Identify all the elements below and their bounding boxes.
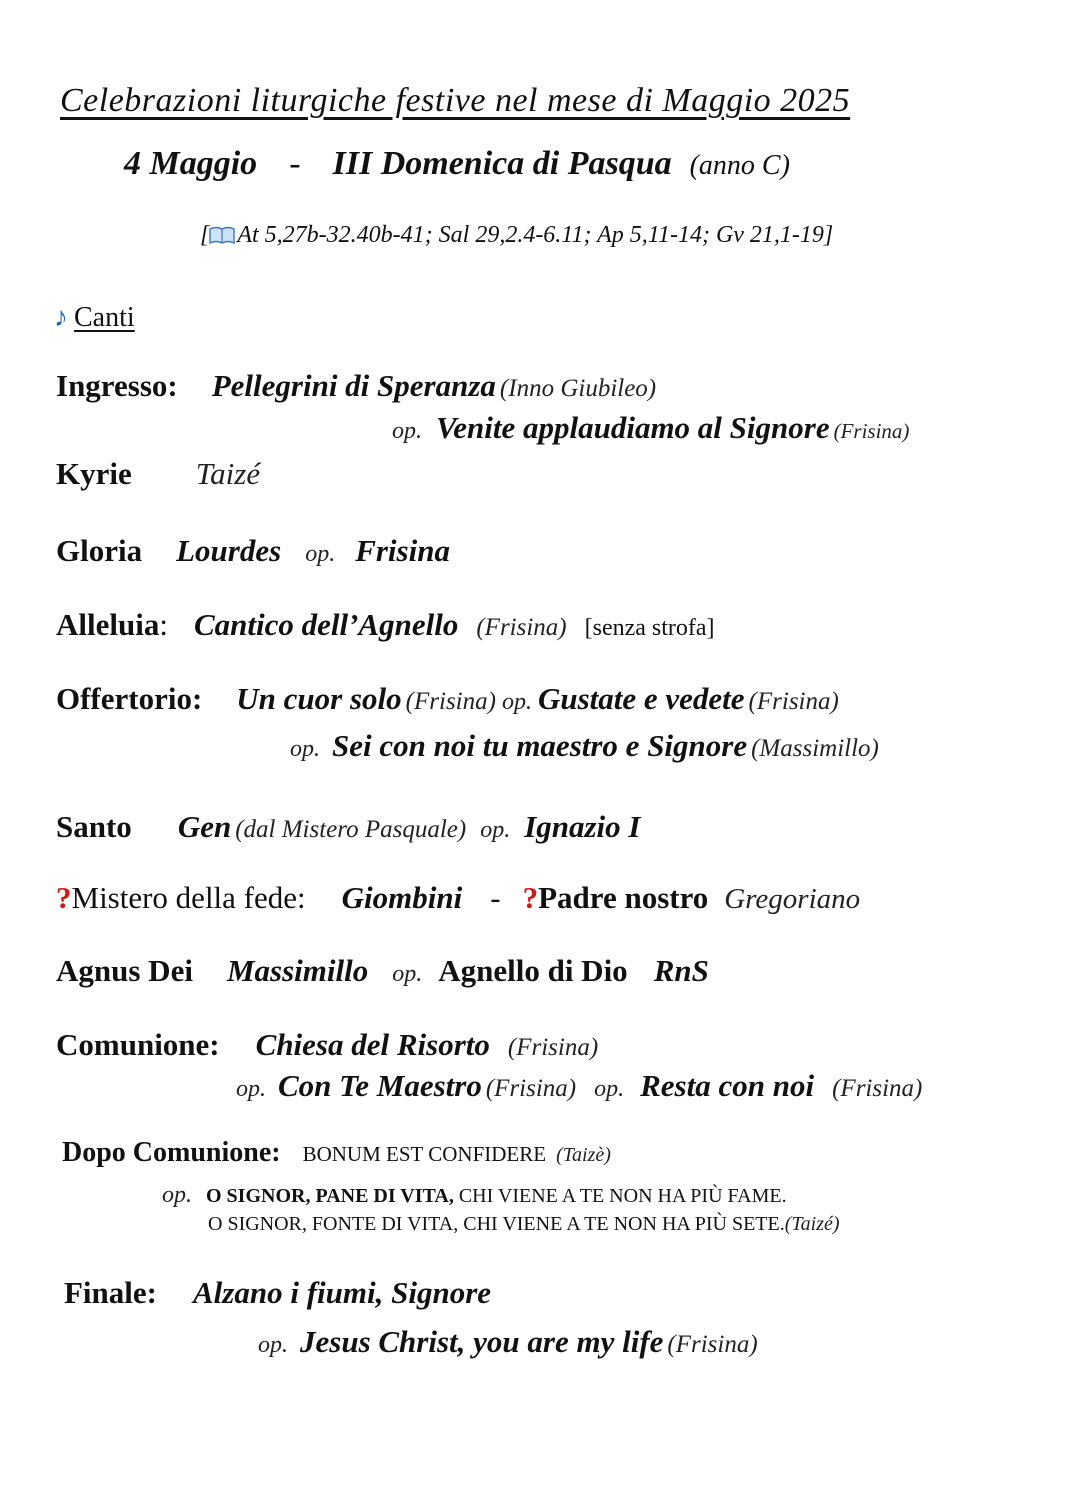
gloria-alt-song: Frisina bbox=[355, 533, 450, 568]
liturgical-year: (anno C) bbox=[689, 150, 790, 181]
comunione-alt-song: Con Te Maestro bbox=[278, 1068, 482, 1103]
ingresso-song: Pellegrini di Speranza bbox=[211, 368, 496, 403]
santo-author: (dal Mistero Pasquale) bbox=[235, 816, 467, 843]
kyrie-label: Kyrie bbox=[56, 456, 132, 491]
celebration-date: 4 Maggio bbox=[124, 145, 258, 182]
kyrie-row bbox=[56, 456, 260, 492]
sunday-name: III Domenica di Pasqua bbox=[332, 145, 672, 182]
op-label: op. bbox=[162, 1182, 192, 1208]
comunione-alt-row bbox=[230, 1068, 922, 1104]
op-label: op. bbox=[594, 1076, 625, 1102]
op-label: op. bbox=[305, 541, 336, 567]
offertorio-song: Un cuor solo bbox=[236, 681, 402, 716]
finale-alt-song: Jesus Christ, you are my life bbox=[300, 1324, 664, 1359]
offertorio-author: (Frisina) bbox=[405, 688, 496, 715]
finale-row bbox=[64, 1275, 491, 1311]
santo-label: Santo bbox=[56, 809, 132, 844]
alt-line-2-author: (Taizé) bbox=[784, 1213, 840, 1235]
readings-references bbox=[200, 222, 833, 249]
agnus-alt-author: RnS bbox=[653, 953, 709, 988]
comunione-alt-song-2: Resta con noi bbox=[640, 1068, 815, 1103]
mistero-row bbox=[56, 880, 860, 916]
finale-alt-row bbox=[252, 1324, 758, 1360]
op-label: op. bbox=[480, 817, 511, 843]
question-mark: ? bbox=[56, 880, 72, 915]
page-title: Celebrazioni liturgiche festive nel mese di Maggio 2025 bbox=[60, 82, 851, 119]
finale-label: Finale: bbox=[64, 1275, 157, 1310]
ingresso-row bbox=[56, 368, 656, 404]
alleluia-label: Alleluia bbox=[56, 607, 160, 642]
mistero-dash: - bbox=[490, 880, 501, 915]
readings-text: At 5,27b-32.40b-41; Sal 29,2.4-6.11; Ap 5,11-14; Gv 21,1-19] bbox=[237, 222, 834, 248]
alleluia-song: Cantico dell’Agnello bbox=[193, 607, 459, 642]
comunione-alt-author: (Frisina) bbox=[485, 1075, 577, 1102]
dopo-comunione-author: (Taizè) bbox=[556, 1144, 611, 1166]
alt-line-2-text: O SIGNOR, FONTE DI VITA, CHI VIENE A TE NON HA PIÙ SETE. bbox=[208, 1213, 785, 1235]
dopo-comunione-row bbox=[62, 1137, 611, 1169]
ingresso-label: Ingresso: bbox=[56, 368, 178, 403]
book-icon bbox=[209, 224, 235, 242]
comunione-author: (Frisina) bbox=[507, 1034, 599, 1061]
alleluia-note: [senza strofa] bbox=[584, 615, 715, 641]
dopo-comunione-alt-line-2 bbox=[208, 1213, 840, 1236]
dopo-comunione-alt-line-1 bbox=[156, 1182, 787, 1209]
gloria-row bbox=[56, 533, 450, 569]
heading-dash: - bbox=[289, 145, 301, 182]
alleluia-colon: : bbox=[159, 607, 168, 642]
finale-alt-author: (Frisina) bbox=[667, 1331, 758, 1358]
gloria-label: Gloria bbox=[56, 533, 143, 568]
alt-line-1-bold: O SIGNOR, PANE DI VITA, bbox=[206, 1185, 454, 1207]
ingresso-author: (Inno Giubileo) bbox=[499, 375, 657, 402]
comunione-row bbox=[56, 1027, 598, 1063]
agnus-song: Massimillo bbox=[226, 953, 369, 988]
agnus-row bbox=[56, 953, 709, 989]
mistero-song: Giombini bbox=[341, 880, 463, 915]
ingresso-alt-song: Venite applaudiamo al Signore bbox=[436, 410, 830, 445]
offertorio-label: Offertorio: bbox=[56, 681, 203, 716]
offertorio-row bbox=[56, 681, 839, 717]
padre-nostro-song: Gregoriano bbox=[724, 883, 861, 915]
canti-section-heading bbox=[54, 302, 135, 334]
dopo-comunione-song: BONUM EST CONFIDERE bbox=[302, 1142, 547, 1166]
op-label: op. bbox=[236, 1076, 266, 1102]
comunione-alt-author-2: (Frisina) bbox=[832, 1075, 923, 1102]
music-note-icon: ♪ bbox=[54, 302, 68, 333]
op-label: op. bbox=[392, 418, 422, 444]
santo-row bbox=[56, 809, 640, 845]
dopo-comunione-label: Dopo Comunione: bbox=[62, 1137, 281, 1168]
finale-song: Alzano i fiumi, Signore bbox=[193, 1275, 492, 1310]
alleluia-row bbox=[56, 607, 715, 643]
readings-open-bracket: [ bbox=[200, 222, 210, 248]
comunione-label: Comunione: bbox=[56, 1027, 220, 1062]
celebration-heading bbox=[124, 145, 790, 183]
comunione-song: Chiesa del Risorto bbox=[255, 1027, 490, 1062]
kyrie-song: Taizé bbox=[195, 456, 261, 491]
gloria-song: Lourdes bbox=[176, 533, 282, 568]
op-label: op. bbox=[392, 961, 423, 987]
question-mark: ? bbox=[522, 880, 539, 915]
op-label: op. bbox=[290, 736, 320, 762]
ingresso-alt-author: (Frisina) bbox=[833, 419, 910, 443]
op-label: op. bbox=[258, 1332, 288, 1358]
mistero-label: Mistero della fede: bbox=[71, 880, 306, 915]
offertorio-alt-author-2: (Massimillo) bbox=[751, 735, 879, 762]
offertorio-alt-song-2: Sei con noi tu maestro e Signore bbox=[332, 728, 748, 763]
ingresso-alt-row bbox=[386, 410, 909, 446]
agnus-label: Agnus Dei bbox=[56, 953, 193, 988]
op-label: op. bbox=[501, 689, 532, 715]
santo-alt-song: Ignazio I bbox=[524, 809, 641, 844]
offertorio-alt-row bbox=[284, 728, 879, 764]
alt-line-1-rest: CHI VIENE A TE NON HA PIÙ FAME. bbox=[458, 1185, 787, 1207]
canti-label: Canti bbox=[74, 302, 135, 333]
santo-song: Gen bbox=[177, 809, 232, 844]
padre-nostro-label: Padre nostro bbox=[538, 880, 709, 915]
agnus-alt-song: Agnello di Dio bbox=[438, 953, 628, 988]
offertorio-alt-song: Gustate e vedete bbox=[537, 681, 745, 716]
alleluia-author: (Frisina) bbox=[476, 614, 567, 641]
offertorio-alt-author: (Frisina) bbox=[748, 688, 839, 715]
